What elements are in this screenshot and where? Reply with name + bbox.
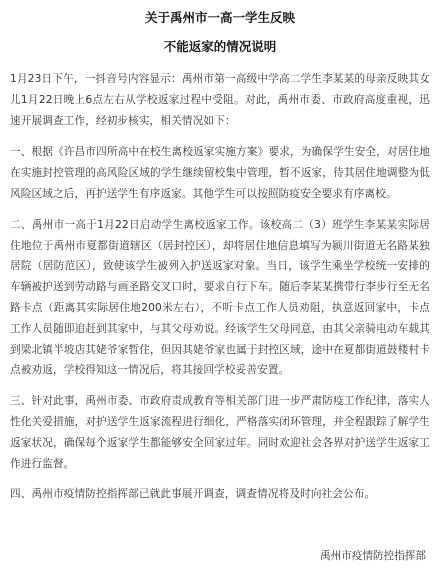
intro-paragraph: 1月23日下午，一抖音号内容显示：禹州市第一高级中学高二学生李某某的母亲反映其女儿1月22日晚上6点左右从学校返家过程中受阻。对此，禹州市委、市政府高度重视，迅速开展调查工作，经初步核实，相关情况如下： (10, 73, 430, 127)
section-3-paragraph: 三、针对此事，禹州市委、市政府责成教育等相关部门进一步严肃防疫工作纪律，落实人性化关爱措施，对护送学生返家流程进行细化，严格落实闭环管理，并全程跟踪了解学生返家状况，确保每个返家学生都能够安全回家过年。同时欢迎社会各界对护送学生返家工作进行监督。 (10, 395, 430, 470)
section-1-paragraph: 一、根据《许昌市四所高中在校生离校返家实施方案》要求，为确保学生安全，对居住地在实施封控管理的高风险区域的学生继续留校集中管理，暂不返家，待其居住地调整为低风险区域之后，再护送学生有序返家。其他学生可以按照防疫安全要求有序离校。 (10, 146, 430, 200)
section-4-paragraph: 四、禹州市疫情防控指挥部已就此事展开调查，调查情况将及时向社会公布。 (10, 488, 376, 501)
document-title-line1: 关于禹州市一高一学生反映 (144, 10, 295, 25)
section-2-paragraph: 二、禹州市一高于1月22日启动学生离校返家工作。该校高二（3）班学生李某某实际居住地位于禹州市夏都街道辖区（居封控区），却将居住地信息填写为颍川街道无名路某独居院（居防范区），致使该学生被列入护送返家对象。当日，该学生乘坐学校统一安排的车辆被护送到劳动路与画圣路交叉口时，要求自行下车。随后李某某携带行李步行至无名路卡点（距离其实际居住地200米左右），不听卡点工作人员劝阻，执意返回家中，卡点工作人员随即追赶到其家中，与其父母劝说。经该学生父母同意，由其父亲骑电动车载其到梁北镇半坡店其姥爷家暂住，但因其姥爷家也属于封控区域，途中在夏都街道鼓楼村卡点被劝返，学校得知这一情况后，将其接回学校妥善安置。 (10, 218, 430, 377)
issuer-signature: 禹州市疫情防控指挥部 (320, 550, 426, 562)
document-title-line2: 不能返家的情况说明 (163, 39, 277, 54)
